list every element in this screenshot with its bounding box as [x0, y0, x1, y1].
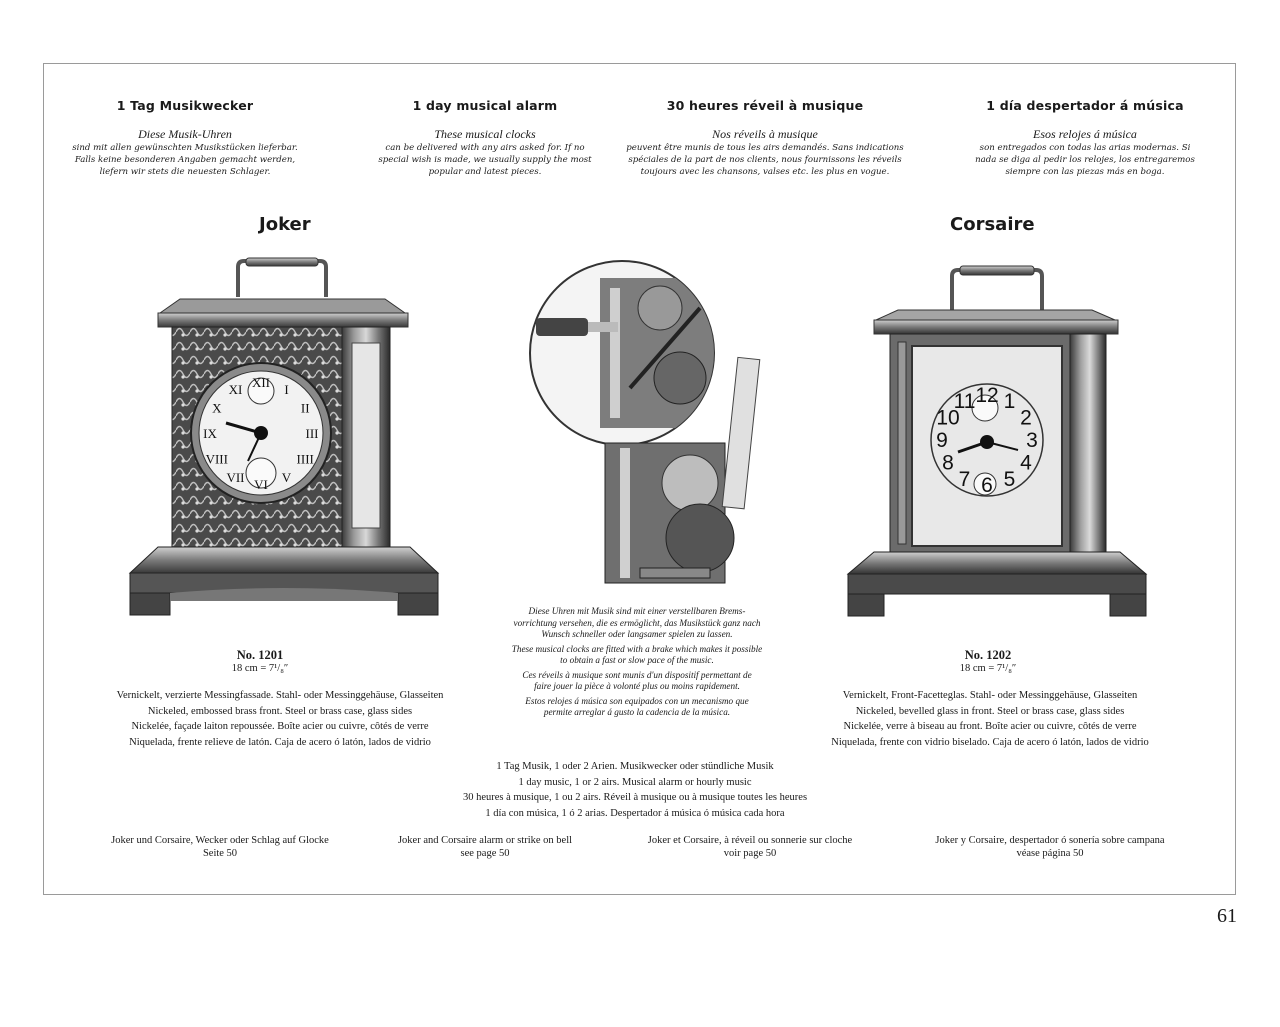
option-line: 1 day music, 1 or 2 airs. Musical alarm or hourly music: [518, 776, 752, 788]
header-line: nada se diga al pedir los relojes, los entregaremos: [975, 155, 1195, 165]
header-line: peuvent être munis de tous les airs demandés. Sans indications: [626, 143, 904, 153]
clock-numeral: IIII: [296, 451, 314, 467]
model-title-joker: Joker: [259, 214, 311, 235]
header-subtitle: These musical clocks: [434, 127, 536, 141]
footer-french: [615, 835, 885, 860]
caption-line: vorrichtung versehen, die es ermöglicht, das Musikstück ganz nach: [513, 617, 761, 628]
clock-numeral: IX: [203, 426, 217, 441]
header-german: [60, 98, 310, 178]
desc-line: Vernickelt, verzierte Messingfassade. Stahl- oder Messinggehäuse, Glasseiten: [116, 690, 444, 701]
caption-line: faire jouer la pièce à volonté plus ou moins rapidement.: [534, 681, 740, 691]
model-number: No. 1201: [236, 648, 284, 662]
footer-page-ref: see page 50: [460, 847, 510, 859]
music-options: [400, 759, 870, 821]
footer-line: Joker y Corsaire, despertador ó sonería sobre campana: [935, 835, 1165, 846]
desc-line: Nickelée, façade laiton repoussée. Boîte acier ou cuivre, côtés de verre: [131, 721, 429, 732]
clock-numeral: 5: [1003, 468, 1016, 491]
option-line: 1 Tag Musik, 1 oder 2 Arien. Musikwecker oder stündliche Musik: [496, 761, 774, 772]
model-description-joker: [80, 688, 480, 750]
clock-numeral: XII: [251, 375, 271, 390]
header-title: 1 day musical alarm: [412, 98, 558, 113]
header-french: [610, 98, 920, 178]
caption-line: Estos relojes á música son equipados con un mecanismo que: [525, 695, 749, 706]
clock-numeral: VII: [226, 470, 245, 486]
model-size: 18 cm = 7¹/₈″: [231, 663, 289, 674]
clock-numeral: 10: [936, 406, 960, 430]
header-title: 1 día despertador á música: [986, 98, 1184, 113]
header-subtitle: Esos relojes á música: [1033, 127, 1137, 141]
header-line: popular and latest pieces.: [428, 167, 542, 177]
header-title: 1 Tag Musikwecker: [116, 98, 254, 113]
header-line: Falls keine besonderen Angaben gemacht werden,: [74, 155, 296, 165]
desc-line: Nickelée, verre à biseau au front. Boîte acier ou cuivre, côtés de verre: [843, 721, 1137, 732]
clock-numeral: 7: [958, 468, 971, 491]
clock-numeral: 1: [1003, 390, 1016, 413]
caption-line: Wunsch schneller oder langsamer spielen zu lassen.: [541, 629, 733, 639]
footer-english: [360, 835, 610, 860]
header-line: sind mit allen gewünschten Musikstücken lieferbar.: [72, 143, 298, 153]
desc-line: Nickeled, embossed brass front. Steel or brass case, glass sides: [147, 705, 413, 717]
corsaire-clock-illustration: [840, 262, 1155, 627]
clock-numeral: 12: [975, 384, 999, 407]
header-line: special wish is made, we usually supply the most: [378, 155, 592, 165]
footer-spanish: [900, 835, 1200, 860]
clock-numeral: 2: [1020, 406, 1032, 430]
caption-line: permite arreglar á gusto la cadencia de la música.: [543, 707, 731, 717]
header-line: siempre con las piezas más en boga.: [1005, 167, 1165, 177]
clock-numeral: VI: [254, 477, 268, 492]
model-number-block-corsaire: [928, 648, 1048, 674]
clock-numeral: I: [284, 381, 289, 397]
clock-numeral: VIII: [205, 451, 228, 467]
header-line: toujours avec les chansons, valses etc. les plus en vogue.: [640, 167, 890, 177]
header-spanish: [945, 98, 1225, 178]
clock-numeral: III: [305, 426, 319, 441]
clock-numeral: 8: [942, 451, 954, 475]
page-number: 61: [1217, 905, 1237, 927]
header-line: liefern wir stets die neuesten Schlager.: [99, 167, 271, 177]
header-english: [340, 98, 630, 178]
desc-line: Niquelada, frente relieve de latón. Caja de acero ó latón, lados de vidrio: [129, 736, 431, 748]
model-title-corsaire: Corsaire: [950, 214, 1035, 235]
model-description-corsaire: [790, 688, 1190, 750]
caption-line: Diese Uhren mit Musik sind mit einer verstellbaren Brems-: [528, 606, 746, 616]
footer-page-ref: Seite 50: [202, 847, 238, 859]
desc-line: Nickeled, bevelled glass in front. Steel or brass case, glass sides: [855, 705, 1125, 717]
desc-line: Vernickelt, Front-Facetteglas. Stahl- oder Messinggehäuse, Glasseiten: [842, 690, 1138, 701]
clock-numeral: II: [300, 400, 310, 416]
clock-numeral: V: [281, 470, 292, 486]
footer-line: Joker et Corsaire, à réveil ou sonnerie sur cloche: [647, 835, 853, 846]
desc-line: Niquelada, frente con vidrio biselado. Caja de acero ó latón, lados de vidrio: [831, 736, 1149, 748]
joker-clock-illustration: [120, 255, 445, 630]
header-line: can be delivered with any airs asked for. If no: [385, 143, 585, 153]
option-line: 1 día con música, 1 ó 2 arias. Despertador á música ó música cada hora: [485, 807, 785, 819]
clock-numeral: 3: [1026, 429, 1038, 452]
footer-german: [80, 835, 360, 860]
footer-page-ref: véase página 50: [1016, 847, 1084, 859]
model-size: 18 cm = 7¹/₈″: [959, 663, 1017, 674]
header-subtitle: Nos réveils à musique: [712, 127, 818, 141]
option-line: 30 heures à musique, 1 ou 2 airs. Réveil à musique ou à musique toutes les heures: [462, 792, 808, 803]
footer-line: Joker and Corsaire alarm or strike on bell: [397, 835, 573, 846]
model-number-block-joker: [200, 648, 320, 674]
header-title: 30 heures réveil à musique: [666, 98, 864, 113]
header-line: spéciales de la part de nos clients, nous fournissons les réveils: [628, 155, 902, 165]
caption-line: to obtain a fast or slow pace of the music.: [560, 655, 714, 665]
footer-page-ref: voir page 50: [723, 847, 777, 859]
caption-line: Ces réveils à musique sont munis d'un dispositif permettant de: [522, 669, 752, 680]
clock-numeral: X: [212, 400, 222, 416]
model-number: No. 1202: [964, 648, 1012, 662]
header-subtitle: Diese Musik-Uhren: [138, 127, 232, 141]
clock-numeral: 6: [981, 474, 993, 497]
caption-line: These musical clocks are fitted with a brake which makes it possible: [511, 643, 763, 654]
footer-line: Joker und Corsaire, Wecker oder Schlag auf Glocke: [111, 835, 329, 846]
clock-numeral: XI: [228, 381, 243, 397]
clock-numeral: 9: [936, 429, 948, 452]
mechanism-illustration: [500, 248, 800, 593]
mechanism-caption: [482, 606, 792, 719]
clock-numeral: 11: [953, 390, 976, 413]
header-line: son entregados con todas las arias modernas. Si: [979, 143, 1191, 153]
clock-numeral: 4: [1020, 451, 1032, 475]
